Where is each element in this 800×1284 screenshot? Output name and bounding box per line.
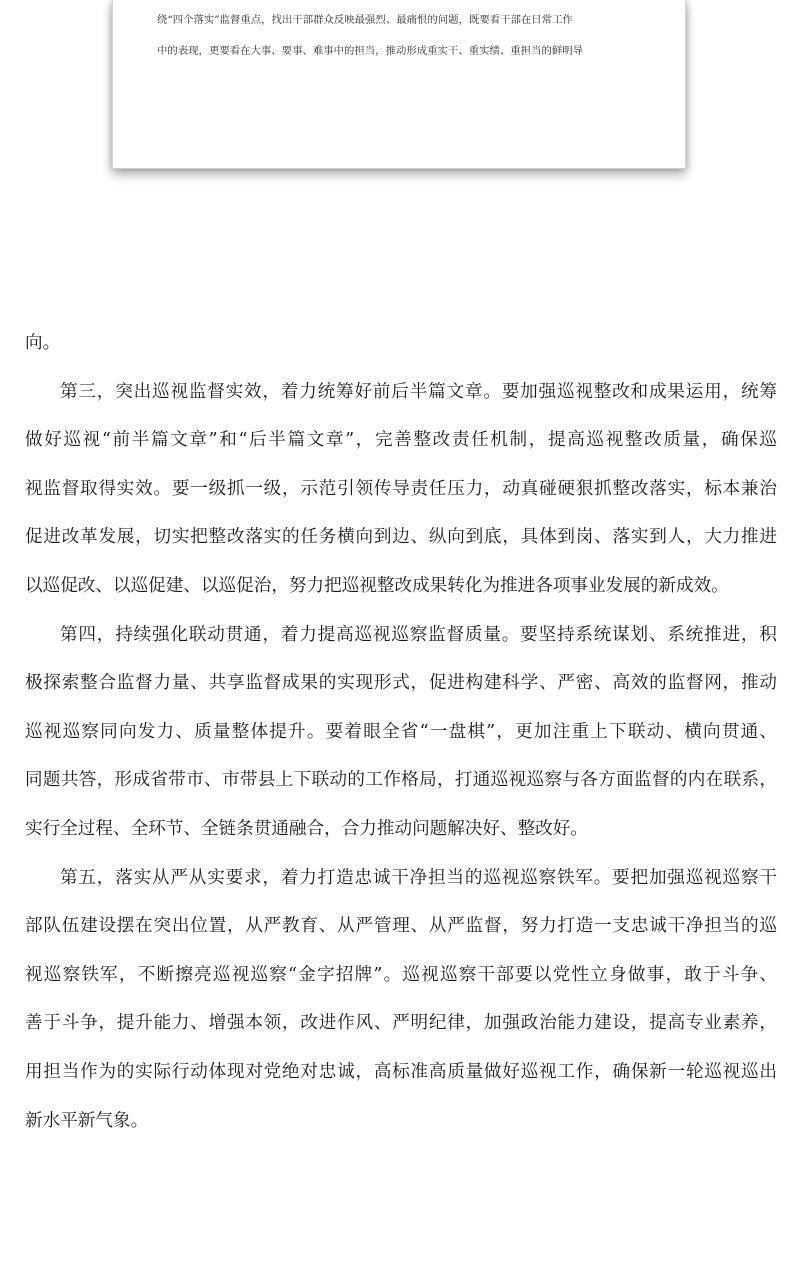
paragraph-line: 以巡促改、以巡促建、以巡促治，努力把巡视整改成果转化为推进各项事业发展的新成效。 — [25, 575, 729, 596]
paragraph-line: 向。 — [25, 333, 61, 353]
paragraph-line: 促进改革发展，切实把整改落实的任务横向到边、纵向到底，具体到岗、落实到人，大力推进 — [25, 527, 777, 548]
paragraph-line: 部队伍建设摆在突出位置，从严教育、从严管理、从严监督，努力打造一支忠诚干净担当的巡 — [25, 916, 777, 937]
paragraph-line: 做好巡视“前半篇文章”和“后半篇文章”，完善整改责任机制，提高巡视整改质量，确保巡 — [25, 430, 777, 451]
article-body — [25, 326, 777, 1152]
paragraph-line: 用担当作为的实际行动体现对党绝对忠诚，高标准高质量做好巡视工作，确保新一轮巡视巡出 — [25, 1061, 777, 1082]
preview-line: 绕“四个落实”监督重点，找出干部群众反映最强烈、最痛恨的问题，既要看干部在日常工作 — [157, 14, 573, 26]
paragraph-line: 同题共答，形成省带市、市带县上下联动的工作格局，打通巡视巡察与各方面监督的内在联系， — [25, 770, 777, 791]
paragraph-line: 善于斗争，提升能力、增强本领，改进作风、严明纪律，加强政治能力建设，提高专业素养， — [25, 1013, 777, 1034]
paragraph-line: 新水平新气象。 — [25, 1110, 149, 1131]
paragraph-line: 第五，落实从严从实要求，着力打造忠诚干净担当的巡视巡察铁军。要把加强巡视巡察干 — [60, 867, 777, 888]
paragraph-line: 实行全过程、全环节、全链条贯通融合，合力推动问题解决好、整改好。 — [25, 818, 589, 839]
preview-line: 中的表现，更要看在大事、要事、难事中的担当，推动形成重实干、重实绩、重担当的鲜明导 — [157, 45, 584, 57]
document-preview-card — [112, 0, 686, 169]
paragraph-line: 极探索整合监督力量、共享监督成果的实现形式，促进构建科学、严密、高效的监督网，推动 — [25, 673, 777, 694]
paragraph-line: 第三，突出巡视监督实效，着力统筹好前后半篇文章。要加强巡视整改和成果运用，统筹 — [60, 381, 777, 402]
paragraph-line: 第四，持续强化联动贯通，着力提高巡视巡察监督质量。要坚持系统谋划、系统推进，积 — [60, 624, 777, 645]
paragraph-line: 视监督取得实效。要一级抓一级，示范引领传导责任压力，动真碰硬狠抓整改落实，标本兼治 — [25, 478, 777, 499]
paragraph-line: 巡视巡察同向发力、质量整体提升。要着眼全省“一盘棋”，更加注重上下联动、横向贯通、 — [25, 721, 777, 742]
paragraph-line: 视巡察铁军，不断擦亮巡视巡察“金字招牌”。巡视巡察干部要以党性立身做事，敢于斗争、 — [25, 964, 777, 985]
